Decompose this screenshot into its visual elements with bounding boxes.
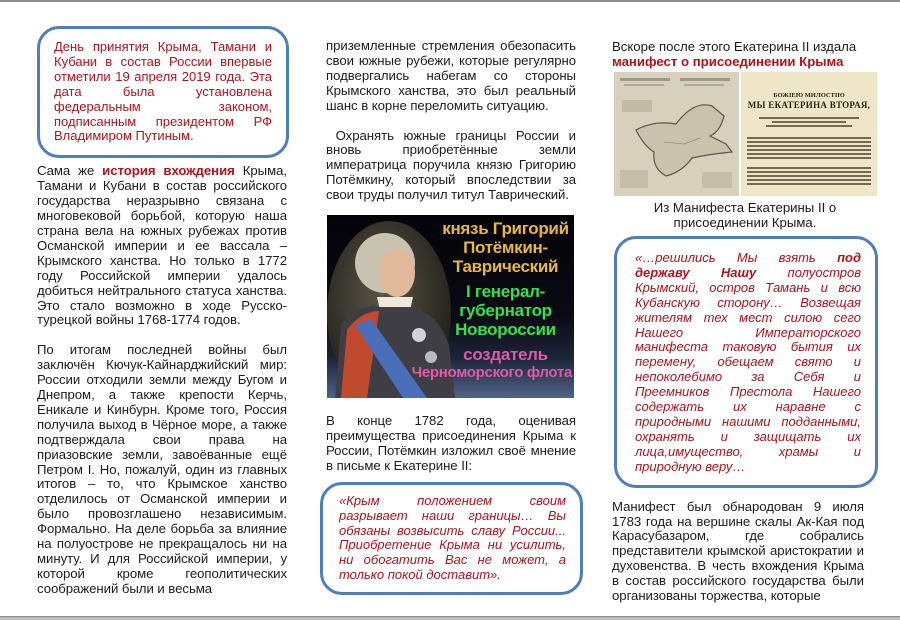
manifest-image-caption: Из Манифеста Екатерины II о присоединении Крыма. <box>653 200 837 230</box>
callout-day-text: День принятия Крыма, Тамани и Кубани в состав России впервые отметили 19 апреля 2019 года. Эта дата была установлена федеральным законом, подписанным президентом РФ Владимиром Путиным. <box>54 39 272 144</box>
history-highlight: история вхождения <box>102 163 235 179</box>
doc-handwritten-note <box>747 76 871 86</box>
doc-body-lines <box>747 117 871 185</box>
manifest-quote-bold: под державу Нашу <box>635 250 861 280</box>
manifest-intro <box>612 39 864 69</box>
letter-quote-text: «Крым положением своим разрывает наши границы… Вы обязаны возвысить славу России... Приобретение Крыма ни усилить, ни обогатить Вас не может, а только покой доставит». <box>339 492 566 583</box>
doc-heading-1: БОЖІЕЮ МИЛОСТІЮ <box>773 92 845 99</box>
callout-potemkin-letter-quote <box>320 482 583 595</box>
crimea-map-image <box>614 72 739 196</box>
manifest-quote-prefix: «…решились Мы взять <box>635 250 838 265</box>
column-3 <box>612 39 880 604</box>
manifest-images <box>614 72 877 196</box>
page-top-border <box>0 0 900 2</box>
paragraph-letter-intro: В конце 1782 года, оценивая преимущества присоединения Крыма к России, Потёмкин изложил своё мнение в письме к Екатерине II: <box>326 413 576 473</box>
portrait-caption-title-1: князь Григорий <box>442 219 569 239</box>
portrait-caption-fleet-2: Черноморского флота <box>411 364 572 382</box>
page-bottom-border <box>0 616 900 620</box>
paragraph-history <box>37 164 287 328</box>
manifest-intro-text: Вскоре после этого Екатерина II издала <box>612 39 857 54</box>
portrait-caption-governor-3: Новороссии <box>455 320 556 340</box>
doc-heading-2: МЫ ЕКАТЕРИНА ВТОРАЯ, <box>747 100 871 110</box>
callout-manifest-quote <box>614 236 878 488</box>
portrait-face <box>379 249 415 297</box>
history-prefix: Сама же <box>37 163 103 179</box>
paragraph-manifest-publication: Манифест был обнародован 9 июля 1783 года на вершине скалы Ак-Кая под Карасубазаром, где собрались представители крымской аристократии и духовенства. В честь вхождения Крыма в состав российского государства были организованы торжества, которые <box>612 498 864 604</box>
manifest-document-image <box>741 72 877 196</box>
paragraph-potemkin-appointment: Охранять южные границы России и вновь приобретённые земли императрица поручила князю Григорию Потёмкину, который впоследствии за свои труды получил титул Таврический. <box>326 127 580 203</box>
portrait-caption-title-2: Потёмкин- <box>463 238 548 258</box>
portrait-caption-title-3: Таврический <box>452 257 559 277</box>
portrait-caption-fleet-1: создатель <box>463 345 548 365</box>
portrait-captions <box>411 215 574 386</box>
portrait-caption-governor-1: I генерал- <box>465 282 545 302</box>
portrait-order-star <box>412 328 426 342</box>
manifest-quote-rest: полуостров Крымский, остров Тамань и всю Кубанскую сторону… Возвещая жителям тех мест силою сего Нашего Императорского манифеста таковую бытия их перемену, обещаем свято и непоколебимо за Себя и Преемников Престола Нашего содержать их наравне с природными нашими подданными, охранять и защищать их лица,имущество, храмы и природную веру… <box>635 264 861 474</box>
manifest-title: манифест о присоединении Крыма <box>612 54 844 69</box>
column-1 <box>37 26 289 597</box>
paragraph-southern-borders: приземленные стремления обезопасить свои южные рубежи, которые регулярно подвергались набегам со стороны Крымского ханства, это был реальный шанс в корне переломить ситуацию. <box>326 38 576 113</box>
column-2 <box>326 38 580 595</box>
callout-commemoration-day <box>37 26 289 158</box>
portrait-order-star-2 <box>425 351 437 363</box>
potemkin-portrait-image <box>327 215 574 398</box>
portrait-caption-governor-2: губернатор <box>459 301 552 321</box>
crimea-map-drawing <box>614 72 739 196</box>
paragraph-treaty: По итогам последней войны был заключён Кючук-Кайнарджийский мир: России отходили земли между Бугом и Днепром, а также крепости Керчь, Еникале и Кинбурн. Кроме того, Россия получила выход в Чёрное море, а также подтверждала свои права на приазовские земли, завоёванные ещё Петром I. Но, пожалуй, один из главных итогов – то, что Крымское ханство отделилось от Османской империи и было провозглашено независимым. Формально. На деле борьба за влияние на полуострове не прекращалось ни на минуту. И для Российской империи, у которой кроме геополитических соображений были и весьма <box>37 342 287 596</box>
history-rest: Крыма, Тамани и Кубани в состав российского государства неразрывно связана с многовековой борьбой, которую наша страна вела на южных рубежах против Османской империи и ее вассала – Крымского ханства. Но только в 1772 году Российской империи удалось добиться нейтрального статуса ханства. Это стало возможно в ходе Русско-турецкой войны 1768-1774 годов. <box>37 163 287 328</box>
